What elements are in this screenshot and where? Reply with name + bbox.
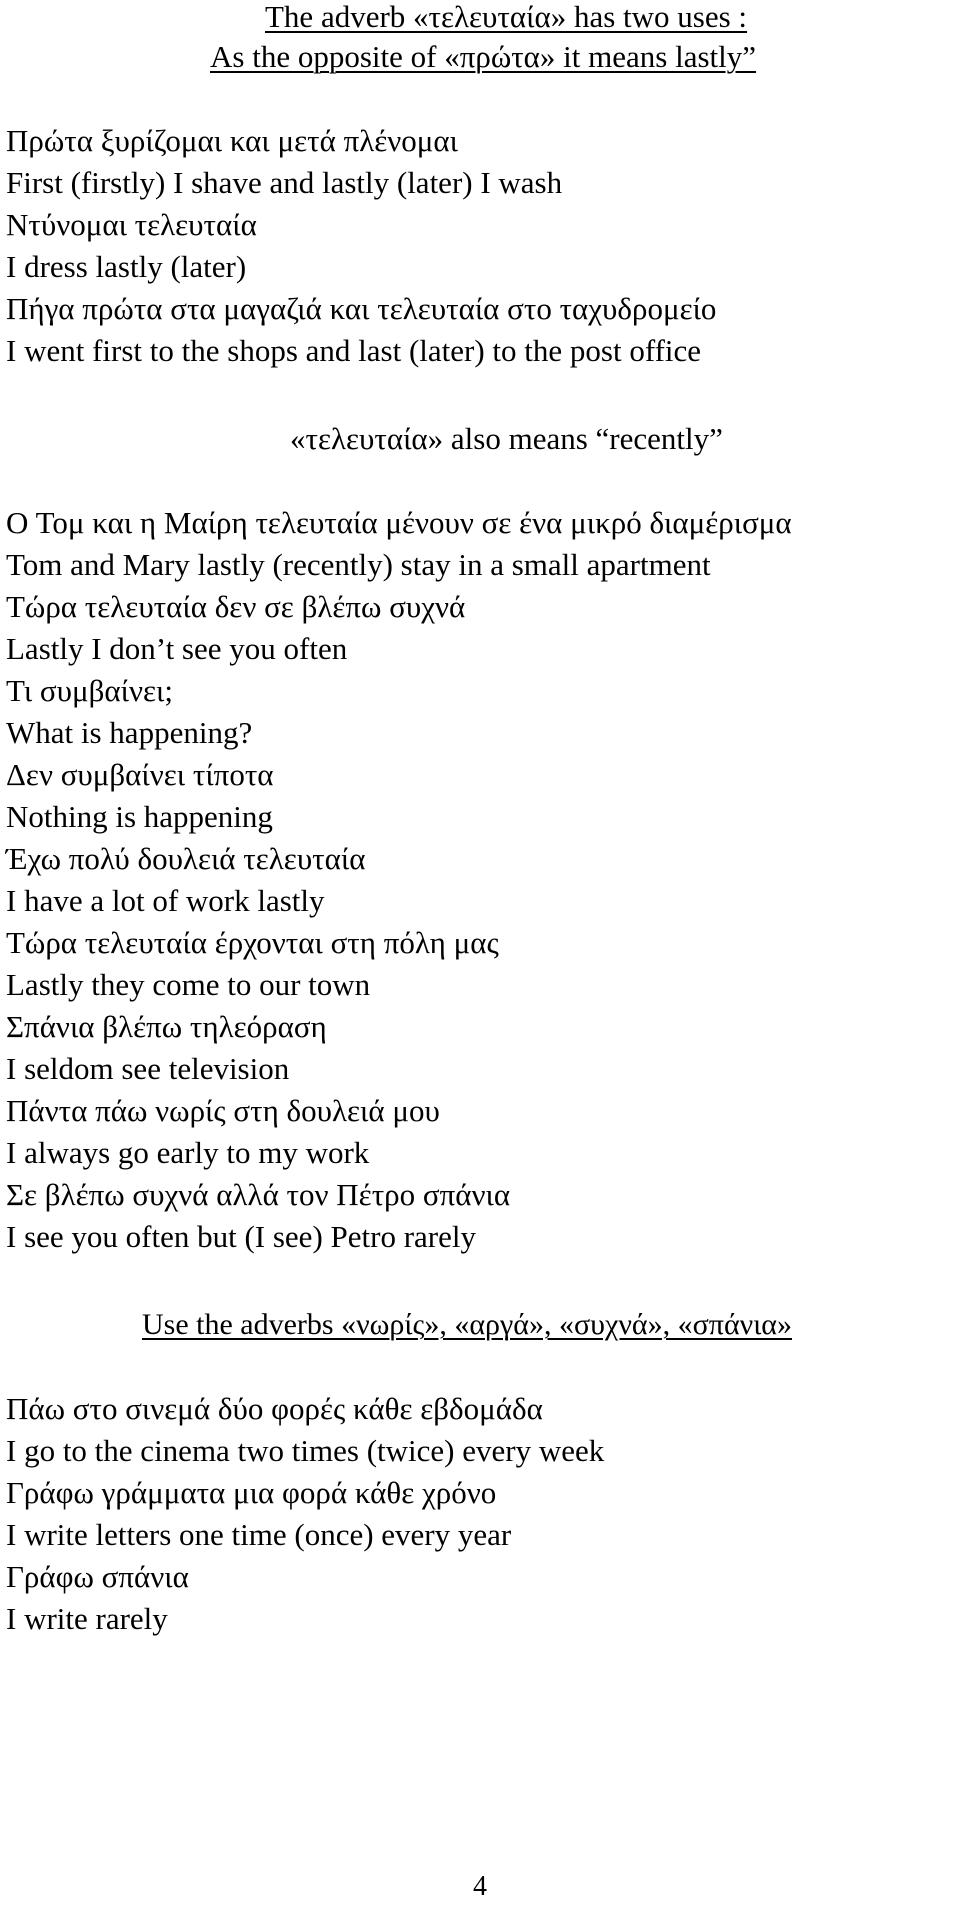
block3-line-5: Γράφω σπάνια	[6, 1559, 189, 1594]
title-line-2: As the opposite of «πρώτα» it means lastly”	[210, 39, 757, 74]
block2-line-11: Τώρα τελευταία έρχονται στη πόλη μας	[6, 925, 499, 960]
block3-line-3: Γράφω γράμματα μια φορά κάθε χρόνο	[6, 1475, 497, 1510]
block1-line-2: First (firstly) I shave and lastly (later) I wash	[6, 165, 563, 200]
block1-line-6: I went first to the shops and last (later) to the post office	[6, 333, 702, 368]
block2-line-7: Δεν συμβαίνει τίποτα	[6, 757, 274, 792]
block3-line-1: Πάω στο σινεμά δύο φορές κάθε εβδομάδα	[6, 1391, 543, 1426]
heading-recently: «τελευταία» also means “recently”	[290, 421, 723, 456]
title-line-1: The adverb «τελευταία» has two uses :	[265, 0, 748, 34]
block2-line-1: Ο Τομ και η Μαίρη τελευταία μένουν σε ένα μικρό διαμέρισμα	[6, 505, 792, 540]
block2-line-8: Nothing is happening	[6, 799, 273, 834]
block2-line-18: I see you often but (I see) Petro rarely	[6, 1219, 476, 1254]
block2-line-17: Σε βλέπω συχνά αλλά τον Πέτρο σπάνια	[6, 1177, 511, 1212]
block2-line-15: Πάντα πάω νωρίς στη δουλειά μου	[6, 1093, 440, 1128]
block1-line-1: Πρώτα ξυρίζομαι και μετά πλένομαι	[6, 123, 459, 158]
block2-line-4: Lastly I don’t see you often	[6, 631, 348, 666]
block2-line-16: I always go early to my work	[6, 1135, 370, 1170]
block1-line-3: Ντύνομαι τελευταία	[6, 207, 257, 242]
block2-line-9: Έχω πολύ δουλειά τελευταία	[6, 841, 366, 876]
block1-line-4: I dress lastly (later)	[6, 249, 247, 284]
block2-line-13: Σπάνια βλέπω τηλεόραση	[6, 1009, 327, 1044]
block3-line-4: I write letters one time (once) every year	[6, 1517, 512, 1552]
block3-line-6: I write rarely	[6, 1601, 168, 1636]
block2-line-6: What is happening?	[6, 715, 253, 750]
page-number: 4	[473, 1871, 487, 1902]
block3-line-2: I go to the cinema two times (twice) every week	[6, 1433, 605, 1468]
heading-use-adverbs: Use the adverbs «νωρίς», «αργά», «συχνά», «σπάνια»	[142, 1308, 793, 1341]
block2-line-5: Τι συμβαίνει;	[6, 673, 173, 708]
block2-line-10: I have a lot of work lastly	[6, 883, 325, 918]
block2-line-12: Lastly they come to our town	[6, 967, 371, 1002]
block1-line-5: Πήγα πρώτα στα μαγαζιά και τελευταία στο ταχυδρομείο	[6, 291, 717, 326]
block2-line-2: Tom and Mary lastly (recently) stay in a small apartment	[6, 547, 711, 582]
block2-line-3: Τώρα τελευταία δεν σε βλέπω συχνά	[6, 589, 466, 624]
block2-line-14: I seldom see television	[6, 1051, 290, 1086]
